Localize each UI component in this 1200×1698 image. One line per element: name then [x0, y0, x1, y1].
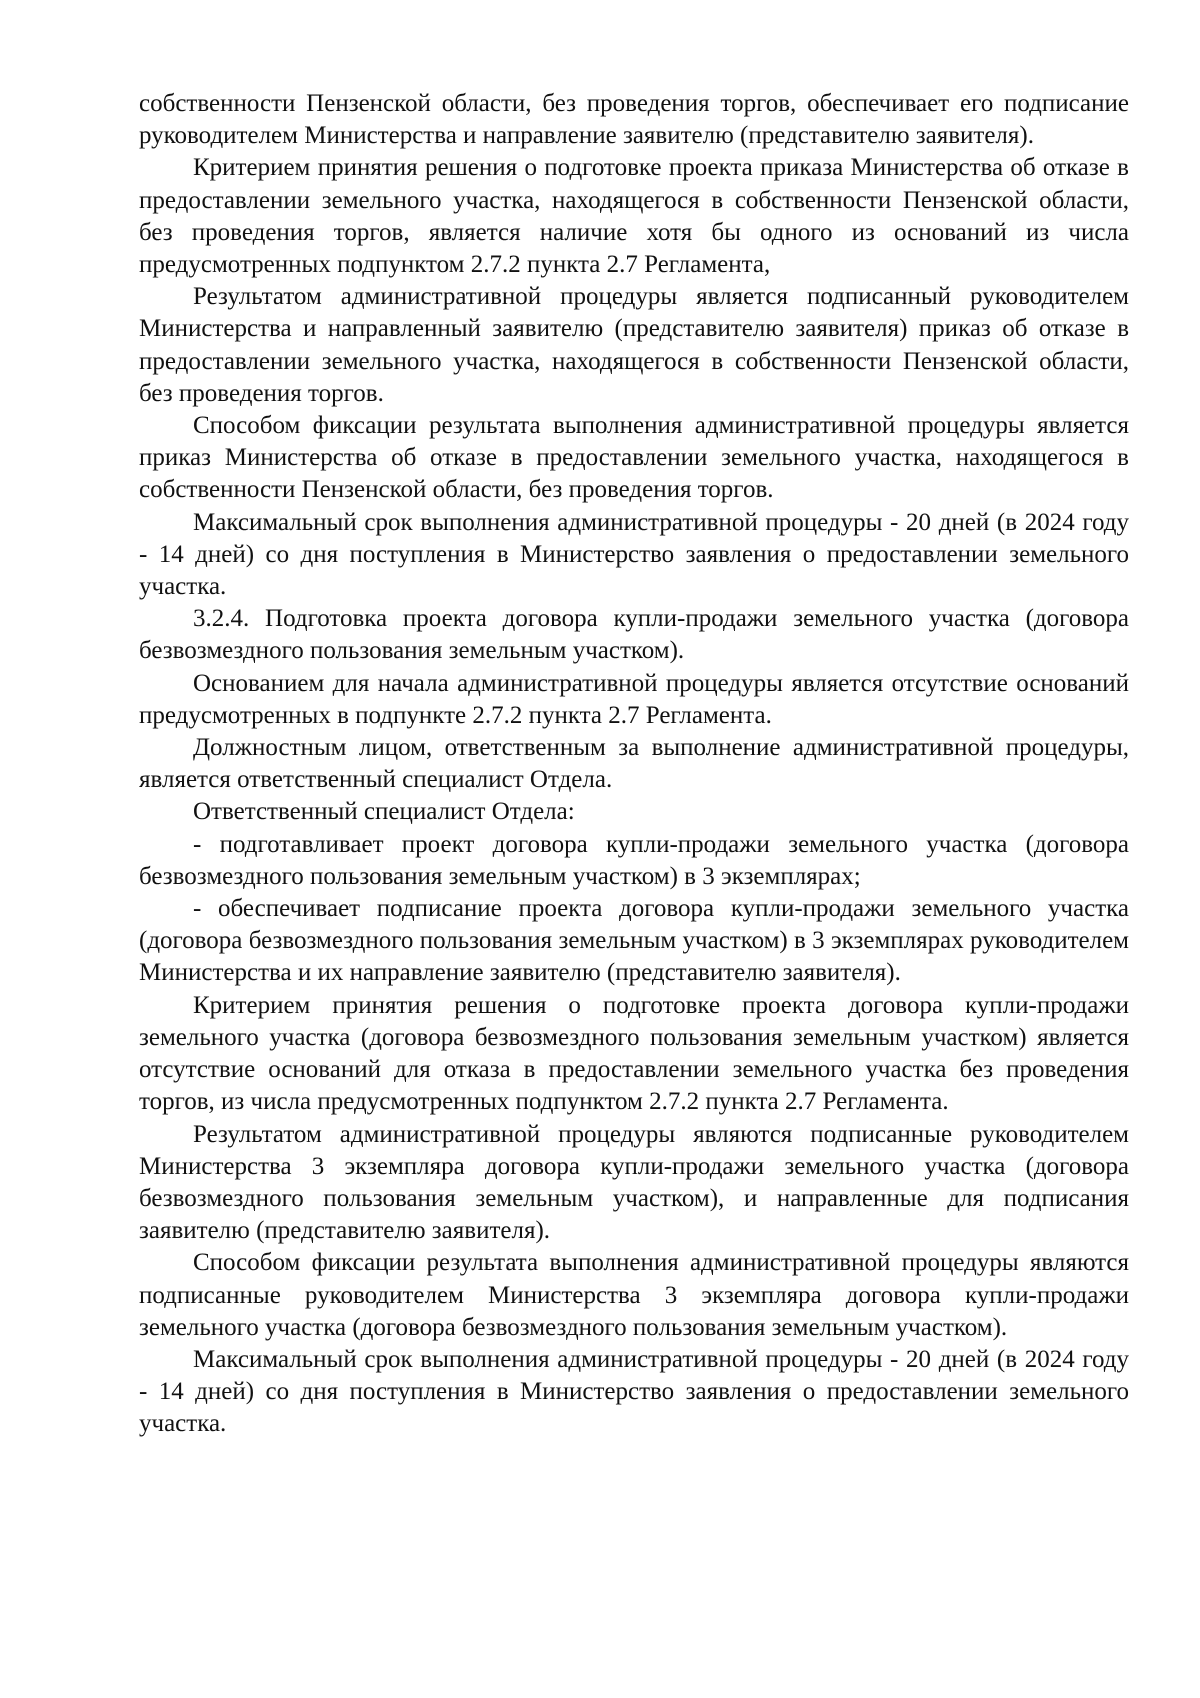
paragraph-12: Критерием принятия решения о подготовке проекта договора купли-продажи земельного участка (договора безвозмездного пользования земельным участком) является отсутствие оснований для отказа в предоставлении земельного участка без проведения торгов, из числа предусмотренных подпунктом 2.7.2 пункта 2.7 Регламента.: [139, 991, 1129, 1116]
paragraph-14: Способом фиксации результата выполнения административной процедуры являются подписанные руководителем Министерства 3 экземпляра договора купли-продажи земельного участка (договора безвозмездного пользования земельным участком).: [139, 1249, 1129, 1341]
section-heading-3-2-4: 3.2.4. Подготовка проекта договора купли-продажи земельного участка (договора безвозмездного пользования земельным участком).: [139, 605, 1129, 665]
paragraph-9: Ответственный специалист Отдела:: [193, 798, 575, 826]
paragraph-2: Критерием принятия решения о подготовке проекта приказа Министерства об отказе в предоставлении земельного участка, находящегося в собственности Пензенской области, без проведения торгов, является наличие хотя бы одного из оснований из числа предусмотренных подпунктом 2.7.2 пункта 2.7 Регламента,: [139, 154, 1129, 279]
paragraph-4: Способом фиксации результата выполнения административной процедуры является приказ Министерства об отказе в предоставлении земельного участка, находящегося в собственности Пензенской области, без проведения торгов.: [139, 412, 1129, 504]
document-text: [139, 88, 1129, 1441]
paragraph-7: Основанием для начала административной процедуры является отсутствие оснований предусмотренных в подпункте 2.7.2 пункта 2.7 Регламента.: [139, 669, 1129, 729]
paragraph-13: Результатом административной процедуры являются подписанные руководителем Министерства 3 экземпляра договора купли-продажи земельного участка (договора безвозмездного пользования земельным участком), и направленные для подписания заявителю (представителю заявителя).: [139, 1120, 1129, 1245]
paragraph-1: собственности Пензенской области, без проведения торгов, обеспечивает его подписание руководителем Министерства и направление заявителю (представителю заявителя).: [139, 90, 1129, 150]
paragraph-3: Результатом административной процедуры является подписанный руководителем Министерства и направленный заявителю (представителю заявителя) приказ об отказе в предоставлении земельного участка, находящегося в собственности Пензенской области, без проведения торгов.: [139, 283, 1129, 407]
list-item-2: - обеспечивает подписание проекта договора купли-продажи земельного участка (договора безвозмездного пользования земельным участком) в 3 экземплярах руководителем Министерства и их направление заявителю (представителю заявителя).: [139, 895, 1129, 987]
paragraph-5: Максимальный срок выполнения административной процедуры - 20 дней (в 2024 году - 14 дней) со дня поступления в Министерство заявления о предоставлении земельного участка.: [139, 508, 1129, 601]
paragraph-8: Должностным лицом, ответственным за выполнение административной процедуры, является ответственный специалист Отдела.: [139, 734, 1129, 794]
list-item-1: - подготавливает проект договора купли-продажи земельного участка (договора безвозмездного пользования земельным участком) в 3 экземплярах;: [139, 830, 1129, 890]
paragraph-15: Максимальный срок выполнения административной процедуры - 20 дней (в 2024 году - 14 дней) со дня поступления в Министерство заявления о предоставлении земельного участка.: [139, 1345, 1129, 1438]
